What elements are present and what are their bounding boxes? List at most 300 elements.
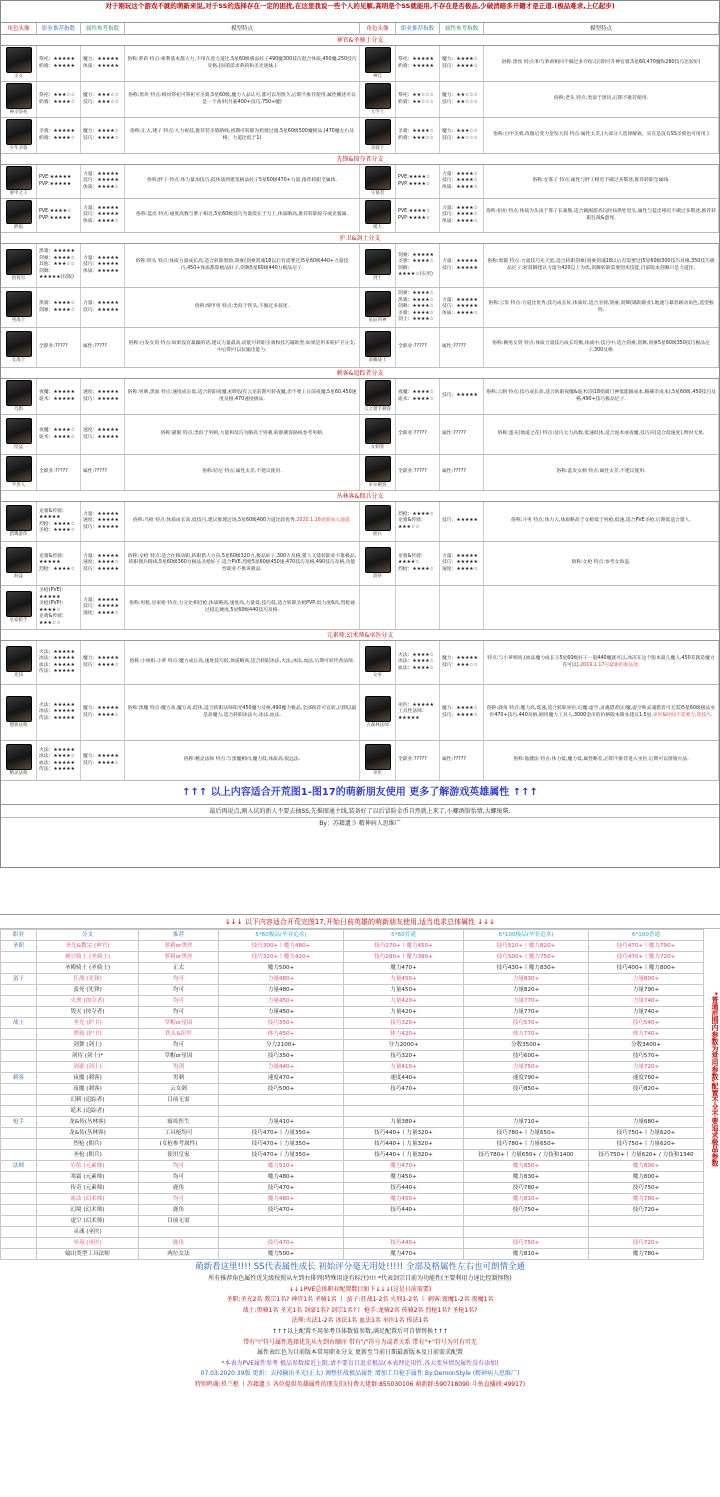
- attribute-line: 属性:?????: [83, 469, 107, 475]
- attribute-rating: [440, 502, 484, 541]
- attribute-rating: [81, 46, 125, 81]
- recommend-line: 传法：★★★★★: [39, 715, 75, 721]
- description-text: 俗称:蓝皮 特点:通度高数与胖子相近,5星60级技巧为量般在于力上,体质略高,推荐转职掠夺或克服属.: [136, 212, 348, 218]
- attribute-line: 技巧：★★★★★: [83, 396, 119, 402]
- table-row: [1, 1095, 704, 1106]
- recommend-rating: [396, 328, 440, 367]
- hero-description: [125, 46, 360, 81]
- column-header-cell: 职业推荐指数: [37, 23, 81, 35]
- hero-avatar: [360, 328, 396, 367]
- value-cell: [464, 1216, 589, 1227]
- value-cell: [219, 1216, 344, 1227]
- table-row: [1, 963, 704, 974]
- hero-row: [1, 118, 719, 154]
- description-text: 俗称:女枪 特点:参考女海盗.: [571, 560, 631, 566]
- hero-row: [1, 244, 719, 288]
- attribute-line: 属性:?????: [442, 469, 466, 475]
- description-text: 俗称:铁头 特点:体质力量成长高,适合转职黑骑,剑豪(剑豪剑魂18以后有需要过)5星60级440+力量技巧,450+体质都算极品妊子,剑舞5星60级440力极品尼子.: [135, 259, 349, 271]
- section-title: 元素师,幻术师&巫医分支: [1, 630, 719, 641]
- recommend-line: PVP:★★★★☆: [398, 181, 431, 187]
- notes: [0, 1260, 720, 1391]
- recommend-cell: 男刺: [139, 1073, 219, 1084]
- section-title: 先锋&掠夺者分支: [1, 154, 719, 165]
- recommend-line: 冰法：★★★★☆: [398, 659, 434, 665]
- hero-description: [484, 328, 719, 367]
- value-cell: 力量770+: [464, 996, 589, 1007]
- value-cell: 力量450+: [219, 996, 344, 1007]
- hero-name: 德鲁法师: [9, 722, 28, 728]
- hero-name: 半兽人: [11, 482, 26, 488]
- attribute-line: 技巧：★★★★★: [442, 518, 478, 524]
- recommend-cell: 男剑: [139, 1062, 219, 1073]
- value-cell: 魔力470+: [344, 963, 464, 974]
- hero-description: [125, 542, 360, 585]
- recommend-line: 黑骑：★★★★★: [39, 249, 75, 255]
- branch-cell: 夜魔 (刺客): [37, 1084, 139, 1095]
- table-row: [1, 1062, 704, 1073]
- description-text: 俗称:俩男女剑 特点:体质力量技巧成长均衡,体质中,技巧中,适合剑豪,剑舞,剑豪5星60级350技巧极品尼子,300及格.: [492, 341, 710, 353]
- description-text: 俗称:男枪,皇家枪 特点:力分比相近枪,体质略高,速度高,力量低,技巧低,适合转职圣枪PVP,低力度6高,烈枪通过稳定硬度,5星60级440技巧及格.: [129, 601, 355, 613]
- hero-name: 乌鸦: [14, 406, 23, 412]
- attribute-line: 魔力：★★★★★: [83, 754, 119, 759]
- hero-avatar: [1, 502, 37, 541]
- attribute-line: 体质：★★★★☆: [442, 310, 478, 316]
- note-line: ↓↓↓PVE总体职业配置数目如下↓↓↓(这是日前需要): [288, 1285, 432, 1293]
- attribute-line: 属性:?????: [83, 344, 107, 350]
- value-cell: 体力770+: [464, 1029, 589, 1040]
- attribute-line: 技巧：★★★☆☆: [442, 662, 478, 668]
- hero-portrait: [365, 547, 391, 573]
- recommend-cell: 均可: [139, 1172, 219, 1183]
- value-cell: 分力2100+: [219, 1040, 344, 1051]
- hero-portrait: [365, 505, 391, 531]
- attribute-line: 力量：★★★★★: [442, 259, 478, 264]
- recommend-line: 圣骑：★★★★☆: [398, 310, 434, 316]
- hero-avatar: [360, 118, 396, 153]
- attribute-line: 属性:?????: [442, 344, 466, 350]
- recommend-line: 祭祀：★★★★★: [39, 57, 75, 62]
- value-cell: 力量830+: [464, 974, 589, 985]
- hero-row: [1, 379, 719, 415]
- attribute-rating: [440, 165, 484, 198]
- attribute-rating: [440, 455, 484, 490]
- attribute-line: 体质：★★★★☆: [83, 184, 119, 190]
- recommend-rating: [396, 165, 440, 198]
- recommend-line: 火法：★★★★★: [39, 649, 75, 655]
- value-cell: 技巧850+: [464, 1084, 589, 1095]
- hero-portrait: [6, 331, 32, 357]
- branch-cell: 龙&传(丛林客): [37, 1128, 139, 1139]
- hero-portrait: [6, 646, 32, 672]
- description-text: 俗称:云刺 特点:技巧成长高,适合转职夜魔&诡术(剑18指破门神低能踩成本,略刷差成本),5星60级,450技巧及格,490+技巧极品尼子.: [486, 390, 716, 402]
- value-cell: 技巧400+丨魔力800+: [589, 963, 704, 974]
- note-line: 法师:火法1-2名 冰法1名 血法1名 巫医1名 传法1名: [291, 1317, 429, 1325]
- recommend-rating: [396, 741, 440, 780]
- value-cell: 技巧470+: [219, 1183, 344, 1194]
- branch-cell: 毁灭 (掠夺者): [37, 1007, 139, 1018]
- hero-row: [1, 328, 719, 368]
- hero-name: 女刺客: [370, 444, 385, 450]
- hero-avatar: [360, 641, 396, 684]
- hero-avatar: [360, 379, 396, 414]
- description-text: 俗称:白发女剑 特点:如果没有暴躁的话,建议力量最高,而能可转职圣骑和技巧辅助型;如果是用来转护卫分支,中后期可以抗输出能力.: [128, 341, 356, 353]
- bottom-title: ↓↓↓ 以下内容适合开荒完图17,开始日前英雄的萌新朋友使用,适当追求总体属性 ↓↓↓: [0, 915, 720, 929]
- job-cell: 法师: [1, 1161, 37, 1172]
- recommend-line: 其他：★★★☆☆: [39, 262, 75, 268]
- value-cell: 力量480+: [219, 985, 344, 996]
- table-row: [1, 952, 704, 963]
- note-line: 圣职:圣光2名 教宗1名? 神官1名 圣骑1名 丨 蛮子:狂战1-2名 火刑1-2名 丨 刺客:夜魔1-2名 夜魔1名: [226, 1296, 494, 1304]
- table-row: [1, 1172, 704, 1183]
- recommend-rating: [37, 542, 81, 585]
- recommend-line: 剑舞：★★★★☆: [398, 304, 434, 310]
- hero-description: [484, 244, 719, 287]
- job-cell: [1, 1139, 37, 1150]
- attribute-line: 速度：★★★★☆: [83, 560, 119, 566]
- recommend-cell: (女枪参考属性): [139, 1139, 219, 1150]
- recommend-line: 圣骑：★★★★☆: [398, 129, 434, 134]
- recommend-line: 龙骑&传骑：★★★★★: [39, 553, 67, 566]
- branch-cell: 岩浆 (元素师): [37, 1161, 139, 1172]
- footer-tip: 最后再说点,刚入坑的新人不要去抽SS,先推图通主线,装备好了以后冒险金币自然就上来了,小螺酒馆怡情,大螺废柴.: [1, 805, 719, 818]
- job-cell: 枪手: [1, 1117, 37, 1128]
- attribute-line: 魔力：★★★★☆: [83, 129, 119, 134]
- recommend-line: 剑豪：★★★★☆: [39, 255, 75, 261]
- attribute-rating: [81, 328, 125, 367]
- value-cell: 技巧780+丨力量650+: [464, 1139, 589, 1150]
- description-text: 俗称:白甲圣骑,改版后变力金发大叔 特点:属性太差,(大部分人选择解雇，实在是没有SS圣骑也可用用.): [493, 132, 709, 138]
- attribute-line: 技巧：★★★★★: [442, 393, 478, 399]
- value-cell: 力量480+: [219, 974, 344, 985]
- recommend-line: 火法：★★★★☆: [398, 652, 434, 658]
- value-cell: 魔力480+: [219, 1194, 344, 1205]
- recommend-cell: 萝莉or黑丝: [139, 941, 219, 952]
- hero-name: 猎鹰游侠: [9, 531, 28, 537]
- recommend-rating: [396, 46, 440, 81]
- description-note: 巫医&时间不需要力,需技巧.: [652, 712, 713, 718]
- recommend-rating: [37, 379, 81, 414]
- value-cell: 分数3500+: [464, 1040, 589, 1051]
- hero-description: [484, 165, 719, 198]
- attribute-line: 力量：★★★★★: [83, 255, 119, 261]
- branch-cell: 血法 (幻术师): [37, 1194, 139, 1205]
- hero-name: 怪盗: [14, 444, 23, 450]
- hero-description: [125, 586, 360, 629]
- attribute-rating: [440, 82, 484, 117]
- hero-description: [484, 502, 719, 541]
- table-row: [1, 996, 704, 1007]
- recommend-line: 黑骑：★★★★☆: [398, 297, 434, 303]
- job-cell: [1, 1128, 37, 1139]
- hero-avatar: [1, 118, 37, 153]
- table-row: [1, 1029, 704, 1040]
- hero-name: 圣骑士: [370, 145, 385, 151]
- attribute-line: 技巧：★★★★☆: [83, 760, 119, 766]
- hero-name: 矮人: [373, 224, 382, 230]
- recommend-cell: 正太: [139, 963, 219, 974]
- recommend-cell: 草帽or星国: [139, 1018, 219, 1029]
- attribute-line: 速度：★★★★☆: [83, 610, 119, 616]
- section-title: 丛林客&佣兵分支: [1, 491, 719, 502]
- recommend-rating: [37, 288, 81, 327]
- hero-portrait: [6, 418, 32, 444]
- value-cell: 力量820+: [464, 985, 589, 996]
- value-cell: 力量410+: [219, 1117, 344, 1128]
- hero-name: 晨曦战士: [368, 357, 387, 363]
- table-row: [1, 1051, 704, 1062]
- value-cell: 魔力510+: [219, 1161, 344, 1172]
- recommend-line: 工具性法师：★★★★★: [398, 709, 427, 721]
- section-title: 刺客&追踪者分支: [1, 368, 719, 379]
- branch-cell: 幻刺 (追踪者): [37, 1095, 139, 1106]
- description-text: 俗称:黑块 特点:相同祭祀可祭祀可圣骑,5星60级,魔力人品认可,都可以用很久,后期不推荐使用,属性概述可以是一个备用(月薪400+技巧,750+魔): [128, 93, 356, 105]
- table-row: [1, 1073, 704, 1084]
- value-cell: 技巧320+: [344, 1018, 464, 1029]
- attribute-rating: [440, 244, 484, 287]
- description-text: 俗称:云鉴 特点:力道比优秀,技巧成长好,体质好,适合圣骑,剑豪,剑舞(辅助职业),地速与暴怒耐动角色,造型独特.: [488, 301, 714, 313]
- hero-portrait: [365, 331, 391, 357]
- recommend-line: 龙骑&传骑：★★★★★: [39, 508, 67, 520]
- attribute-rating: [81, 542, 125, 585]
- hero-description: [125, 328, 360, 367]
- note-line: 萌新看这里!!!! SS代表属性成长 初始评分毫无用处!!!!! 全部及格属性左右也可朗情全通: [194, 1262, 526, 1272]
- recommend-cell: 工具枪均可: [139, 1128, 219, 1139]
- attribute-line: 魔力：★★★★★: [83, 656, 119, 661]
- hero-row: [1, 586, 719, 630]
- recommend-line: 奶骑：★★★★★: [39, 63, 75, 69]
- job-cell: [1, 1183, 37, 1194]
- value-cell: 技巧470+: [344, 1084, 464, 1095]
- recommend-line: 剑士：★★★★☆: [398, 317, 434, 323]
- table-header-cell: 6*100普通: [589, 930, 704, 941]
- hero-description: [484, 82, 719, 117]
- table-row: [1, 985, 704, 996]
- section-title: 神官&圣骑士分支: [1, 35, 719, 46]
- value-cell: 体力420+: [344, 1029, 464, 1040]
- value-cell: 技巧290+丨魔力390+: [344, 952, 464, 963]
- recommend-cell: 均可: [139, 1194, 219, 1205]
- recommend-line: 全职业:?????: [398, 344, 427, 350]
- attribute-line: 力量：★★★★★: [83, 511, 119, 517]
- note-line: 属性表红色为目前版本常用职业分支 更新至当前日期最新版本及日前需求配置: [257, 1349, 463, 1357]
- hero-description: [125, 641, 360, 684]
- description-text: 俗称:猫眼 特点:类似于男刺,力量和技巧为略高于男刺,转职刺客路线参考男刺.: [160, 431, 324, 437]
- value-cell: 力量740+: [589, 1007, 704, 1018]
- note-line: 带有"!"符号属性选择优先从左到右顺序 带有"/"符号为或者关系 带有"+"符号为可有可无: [243, 1338, 477, 1346]
- table-row: [1, 941, 704, 952]
- attribute-rating: [81, 82, 125, 117]
- hero-row: [1, 455, 719, 491]
- hero-row: [1, 542, 719, 586]
- job-cell: [1, 1205, 37, 1216]
- hero-row: [1, 288, 719, 328]
- value-cell: 技巧540+: [589, 1018, 704, 1029]
- footer-author: By：苏籍遗彡 精神病人思维广: [319, 820, 401, 827]
- description-text: 俗称:女枪 特点:适合往移动职,转职猎人方向,5星60级320力,极品妊子,300力及格,猎人又能转职业不推极品,转职佣兵路线,5星60级360力极品圣枪妊子.适合PVE,烈枪5星60级450速,470技巧及格,490技巧及格,功能性职业不推该极品.: [127, 553, 357, 572]
- hero-name: 神官: [373, 73, 382, 79]
- description-text: 俗称:蛋壳(地道之花) 特点:技巧太力高数,低速低体,适合诡术或夜魔,技巧向(适合低速度),暂时无果.: [497, 431, 705, 437]
- recommend-line: PVP:★★★★☆: [398, 215, 431, 221]
- description-text: 俗称:细甲男 特点:类似于铁头,不做过多叙述.: [194, 304, 290, 310]
- attribute-line: 技巧：★★★★★: [83, 524, 119, 530]
- value-cell: 力量800+: [589, 974, 704, 985]
- recommend-line: 剑舞：★★★★★(仅限): [39, 268, 74, 281]
- hero-description: [125, 165, 360, 198]
- recommend-line: 传法：★★★★★: [39, 669, 75, 674]
- attribute-line: 力量：★★★★★: [83, 171, 119, 177]
- recommend-cell: 均可: [139, 1040, 219, 1051]
- hero-portrait: [365, 744, 391, 770]
- hero-description: [484, 118, 719, 153]
- hero-portrait: [365, 249, 391, 275]
- attribute-rating: [81, 165, 125, 198]
- value-cell: [589, 1106, 704, 1117]
- recommend-rating: [396, 542, 440, 585]
- hero-description: [125, 685, 360, 740]
- hero-avatar: [1, 685, 37, 740]
- table-row: [1, 1161, 704, 1172]
- value-cell: [344, 1216, 464, 1227]
- value-cell: 技巧820+: [589, 1084, 704, 1095]
- job-cell: [1, 1040, 37, 1051]
- branch-cell: 剑舞 (剑士): [37, 1040, 139, 1051]
- hero-name: 卓尔刺客: [368, 482, 387, 488]
- recommend-rating: [37, 82, 81, 117]
- attribute-rating: [440, 118, 484, 153]
- table-row: [1, 1018, 704, 1029]
- attribute-rating: [440, 288, 484, 327]
- recommend-line: 夜魔：★★★★☆: [39, 428, 75, 433]
- value-cell: 速度760+: [589, 1073, 704, 1084]
- recommend-line: 巫医：★★★★★: [398, 702, 434, 708]
- hero-row: [1, 46, 719, 82]
- recommend-rating: [396, 415, 440, 454]
- recommend-rating: [37, 502, 81, 541]
- attribute-line: 魔力：★★☆☆☆: [442, 93, 478, 98]
- hero-portrait: [365, 456, 391, 482]
- table-row: [1, 1084, 704, 1095]
- recommend-cell: 瘟疫医生: [139, 1117, 219, 1128]
- recommend-line: 黑骑：★★★★☆: [39, 301, 75, 306]
- note-line: ↑↑↑以上配置不用参考具体数值参数,满足配置后可自情替换↑↑↑: [271, 1327, 449, 1335]
- job-cell: [1, 1172, 37, 1183]
- job-cell: [1, 952, 37, 963]
- hero-portrait: [6, 291, 32, 317]
- description-text: 俗称:斗男 特点:体力大,体质略高于女枪低于男枪,低速,适合PVE圣枪,后期低适合猎人.: [511, 518, 691, 524]
- value-cell: 技巧350+: [219, 1018, 344, 1029]
- hero-avatar: [1, 165, 37, 198]
- branch-cell: 圣光 (护卫): [37, 1018, 139, 1029]
- attribute-line: 技巧：★★★★★: [442, 560, 478, 566]
- branch-cell: 圣光&教宗 (神官): [37, 941, 139, 952]
- attribute-rating: [440, 46, 484, 81]
- hero-name: 皇家枪手: [9, 617, 28, 623]
- description-text: 俗称:萝莉 特点:索利基本都大力,不用在意力道比,5星60级极品妊子490魔300技巧混合体质,450魔,250技巧及格.(因萌需求萝莉和圣光迷妹.): [127, 57, 357, 69]
- recommend-cell: 两位女法: [139, 1249, 219, 1260]
- value-cell: [589, 1216, 704, 1227]
- recommend-line: 圣枪(PVE)：★★★★★: [39, 588, 67, 600]
- hero-name: 圣女: [14, 73, 23, 79]
- hero-name: 指挥官: [11, 275, 26, 281]
- hero-description: [125, 379, 360, 414]
- recommend-rating: [37, 328, 81, 367]
- attribute-table-header: [1, 930, 704, 941]
- value-cell: 魔力470+: [344, 1161, 464, 1172]
- hero-name: 女战士: [11, 357, 26, 363]
- table-row: [1, 1216, 704, 1227]
- value-cell: 技巧270+丨魔力450+: [344, 941, 464, 952]
- branch-cell: 龙&传(丛林客): [37, 1117, 139, 1128]
- value-cell: 魔力780+: [589, 1249, 704, 1260]
- attribute-line: 技巧：★★★★☆: [442, 212, 478, 218]
- value-cell: [589, 1227, 704, 1238]
- job-cell: 刺客: [1, 1073, 37, 1084]
- description-text: 俗称:扣拍 特点:体质为头顶于寡子长暴熊,适合做刚游戏玩时局供处觉头,属性与蓝皮相近不做过多赘述,推荐转职狂战&蛮死.: [486, 209, 716, 221]
- banner: ↑↑↑ 以上内容适合开荒图1-图17的萌新朋友使用 更多了解游戏英雄属性 ↑↑↑: [1, 781, 719, 805]
- hero-description: [484, 542, 719, 585]
- recommend-line: 奶骑：★★☆☆☆: [398, 99, 434, 105]
- job-cell: [1, 1084, 37, 1095]
- branch-cell: 输出类型工具法师: [37, 1249, 139, 1260]
- value-cell: 技巧570+: [589, 1051, 704, 1062]
- attribute-line: 魔力：★★★★★: [83, 57, 119, 62]
- branch-cell: 幻境 (幻术师): [37, 1205, 139, 1216]
- recommend-line: 烈枪：★★★★☆: [398, 566, 434, 572]
- attribute-rating: [81, 641, 125, 684]
- table-row: [1, 1183, 704, 1194]
- table-row: [1, 1117, 704, 1128]
- recommend-line: 剑豪：★★★★☆: [398, 291, 434, 297]
- recommend-line: 龙骑&传骑：★★★☆☆: [398, 518, 426, 530]
- hero-portrait: [365, 83, 391, 109]
- job-cell: [1, 1062, 37, 1073]
- value-cell: 技巧470+: [219, 1238, 344, 1249]
- hero-portrait: [6, 456, 32, 482]
- hero-portrait: [365, 200, 391, 224]
- hero-avatar: [360, 244, 396, 287]
- recommend-cell: 均可: [139, 1007, 219, 1018]
- attribute-rating: [81, 741, 125, 780]
- value-cell: 力量770+: [464, 1007, 589, 1018]
- job-cell: [1, 1249, 37, 1260]
- hero-name: 先知: [14, 672, 23, 678]
- value-cell: 技巧470+丨魔力720+: [589, 952, 704, 963]
- attribute-rating: [81, 415, 125, 454]
- value-cell: 力量440+: [219, 1062, 344, 1073]
- value-cell: 力量450+: [344, 985, 464, 996]
- attribute-line: 速度：★★★★★: [83, 428, 119, 433]
- hero-name: 重甲之王: [9, 190, 28, 196]
- branch-cell: 圣殿骑士 (圣骑士): [37, 963, 139, 974]
- value-cell: [344, 1227, 464, 1238]
- value-cell: 技巧750+: [589, 1183, 704, 1194]
- section-title: 护卫&剑士分支: [1, 233, 719, 244]
- hero-description: [484, 46, 719, 81]
- description-text: 俗称:男刺,黑面 特点:速度成长低,适合转职夜魔,初期没有云龙前期可转夜魔,但不要上日前夜魔,5星60,450速度及格,470速度极品.: [127, 390, 357, 402]
- recommend-cell: 鹿角: [139, 1205, 219, 1216]
- note-line: 战士:黑骑1名 圣光1名 剑豪1名? 剑宗1名?丨 枪手:龙骑2名 传骑2名 烈枪1名? 圣枪1名?: [242, 1306, 478, 1314]
- hero-portrait: [6, 505, 32, 531]
- column-header-cell: 属性参考指数: [440, 23, 484, 35]
- description-text: 俗称:黑猫 特点:力量技巧先天低,适合转职剑豪(剑豪剑魂18以后有需要过)5星60级300技巧及格,350技巧极品尼子;转剑舞建议力量为420以上为优,剑舞转职需要剑术技能,目前版本剑舞只是力道比.: [487, 259, 715, 271]
- hero-description: [125, 199, 360, 232]
- table-row: [1, 1128, 704, 1139]
- table-row: [1, 974, 704, 985]
- hero-avatar: [360, 415, 396, 454]
- hero-avatar: [1, 82, 37, 117]
- column-header-cell: 角色头像: [360, 23, 396, 35]
- attribute-rating: [440, 741, 484, 780]
